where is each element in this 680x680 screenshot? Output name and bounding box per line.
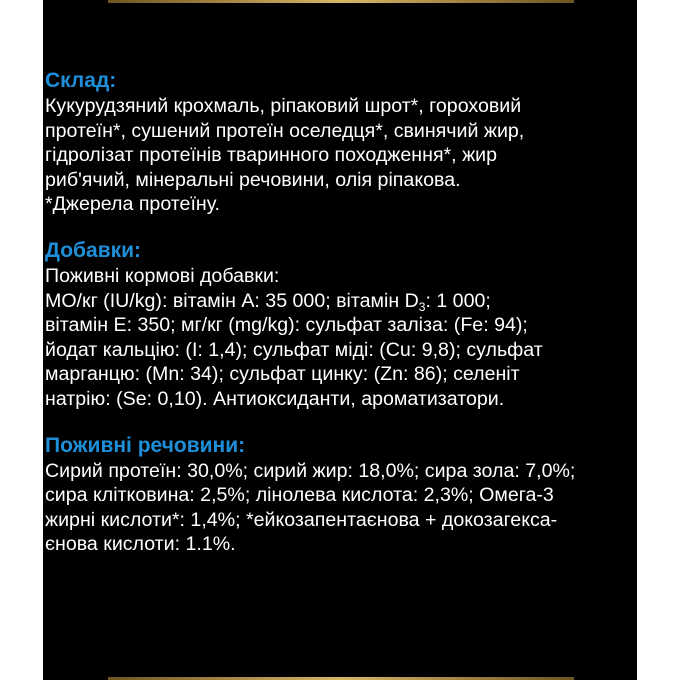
additives-line: Поживні кормові добавки: xyxy=(45,264,280,287)
nutrients-line: єнова кислоти: 1.1%. xyxy=(45,533,236,556)
nutrients-line: Сирий протеїн: 30,0%; сирий жир: 18,0%; сира зола: 7,0%; xyxy=(45,459,576,482)
additives-line-tail: : 1 000; xyxy=(425,289,491,312)
gold-divider-top xyxy=(108,0,574,3)
label-panel xyxy=(43,0,637,680)
composition-line: *Джерела протеїну. xyxy=(45,193,220,216)
composition-line: Кукурудзяний крохмаль, ріпаковий шрот*, гороховий xyxy=(45,95,522,117)
composition-line: риб'ячий, мінеральні речовини, олія ріпакова. xyxy=(45,168,461,191)
additives-line-vitamins xyxy=(45,289,637,314)
section-composition xyxy=(45,68,637,217)
nutrients-line: сира клітковина: 2,5%; лінолева кислота: 2,3%; Омега-3 xyxy=(45,484,554,507)
additives-line-text: МО/кг (IU/kg): вітамін А: 35 000; вітамін D xyxy=(45,289,419,312)
additives-line: натрію: (Se: 0,10). Антиоксиданти, ароматизатори. xyxy=(45,387,505,410)
section-nutrients xyxy=(45,433,637,557)
composition-line: гідролізат протеїнів тваринного походження*, жир xyxy=(45,144,498,167)
composition-line: протеїн*, сушений протеїн оселедця*, свинячий жир, xyxy=(45,119,525,142)
composition-heading: Склад: xyxy=(45,69,117,92)
section-additives xyxy=(45,238,637,412)
additives-line: марганцю: (Mn: 34); сульфат цинку: (Zn: 86); селеніт xyxy=(45,363,520,386)
additives-line: йодат кальцію: (I: 1,4); сульфат міді: (Cu: 9,8); сульфат xyxy=(45,338,543,361)
vitamin-d-subscript: 3 xyxy=(418,299,426,314)
label-content xyxy=(45,68,637,578)
additives-line: вітамін Е: 350; мг/кг (mg/kg): сульфат заліза: (Fe: 94); xyxy=(45,314,528,337)
nutrients-heading: Поживні речовини: xyxy=(45,433,246,457)
nutrients-line: жирні кислоти*: 1,4%; *ейкозапентаєнова + докозагекса- xyxy=(45,508,558,531)
additives-heading: Добавки: xyxy=(45,238,142,262)
